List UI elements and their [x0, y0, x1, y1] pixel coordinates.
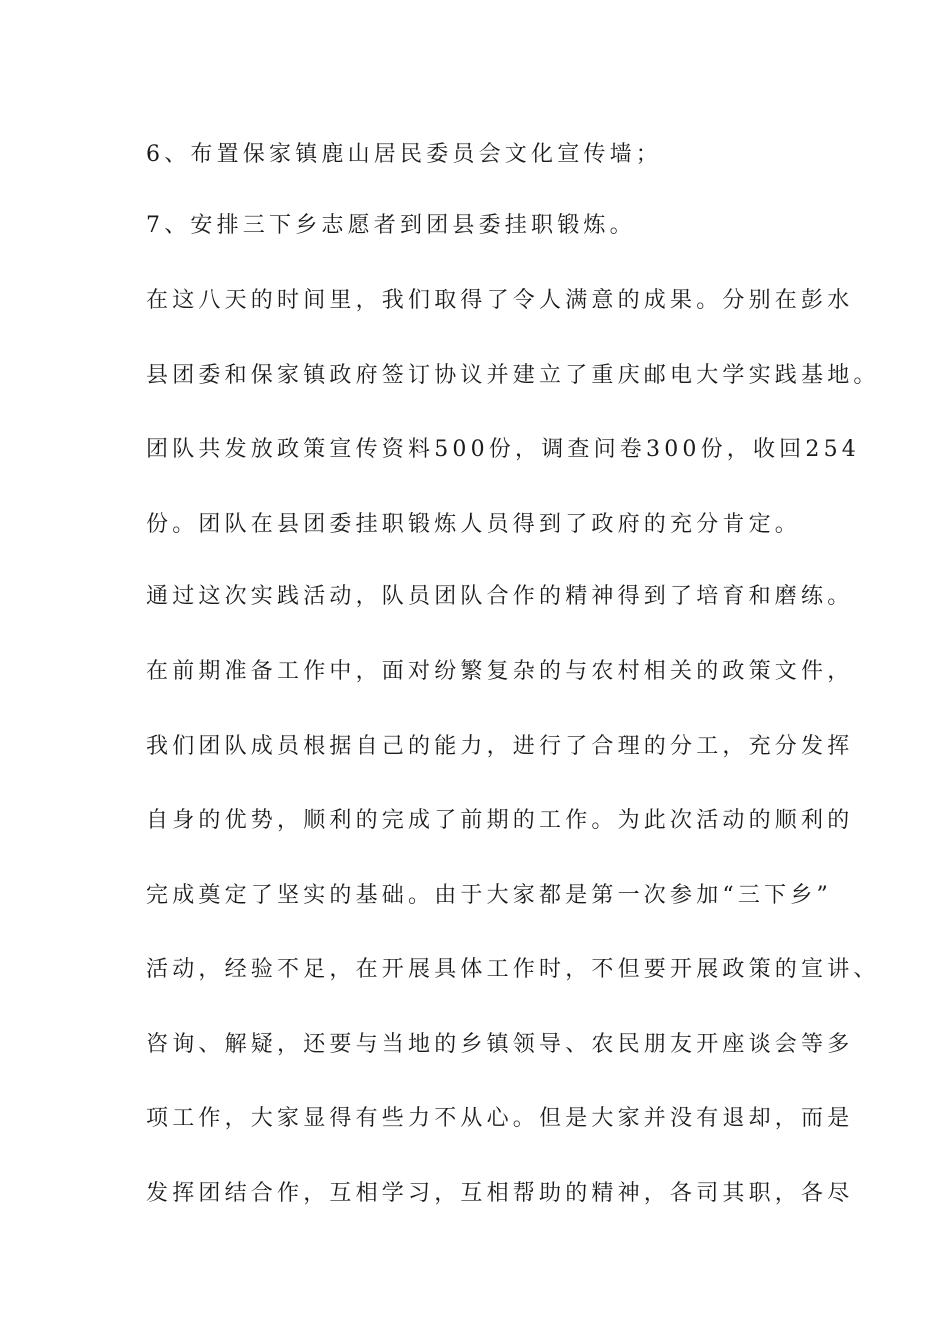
text-line: 活动，经验不足，在开展具体工作时，不但要开展政策的宣讲、 — [146, 957, 880, 982]
text-line: 6、布置保家镇鹿山居民委员会文化宣传墙； — [146, 142, 662, 167]
text-line: 自身的优势，顺利的完成了前期的工作。为此次活动的顺利的 — [146, 808, 854, 833]
text-line: 县团委和保家镇政府签订协议并建立了重庆邮电大学实践基地。 — [146, 363, 880, 388]
text-line: 通过这次实践活动，队员团队合作的精神得到了培育和磨练。 — [146, 584, 854, 609]
text-line: 份。团队在县团委挂职锻炼人员得到了政府的充分肯定。 — [146, 512, 802, 537]
text-line: 7、安排三下乡志愿者到团县委挂职锻炼。 — [146, 213, 636, 238]
text-line: 在这八天的时间里，我们取得了令人满意的成果。分别在彭水 — [146, 288, 854, 313]
text-line: 完成奠定了坚实的基础。由于大家都是第一次参加“三下乡” — [146, 883, 832, 908]
text-line: 发挥团结合作，互相学习，互相帮助的精神，各司其职，各尽 — [146, 1181, 854, 1206]
text-line: 在前期准备工作中，面对纷繁复杂的与农村相关的政策文件， — [146, 659, 854, 684]
text-line: 团队共发放政策宣传资料500份，调查问卷300份，收回254 — [146, 437, 860, 462]
text-line: 咨询、解疑，还要与当地的乡镇领导、农民朋友开座谈会等多 — [146, 1032, 854, 1057]
text-line: 项工作，大家显得有些力不从心。但是大家并没有退却，而是 — [146, 1106, 854, 1131]
text-line: 我们团队成员根据自己的能力，进行了合理的分工，充分发挥 — [146, 734, 854, 759]
